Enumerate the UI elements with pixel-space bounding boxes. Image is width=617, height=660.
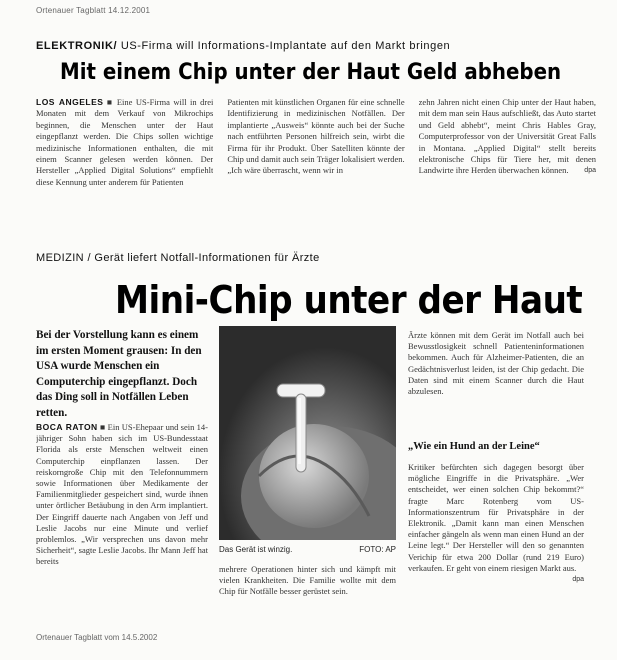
article2-body-column-2: mehrere Operationen hinter sich und kämpft mit vielen Krankheiten. Die Familie wollte mit dem Chip für Notfälle besser gerüstet sein. bbox=[219, 564, 396, 597]
article1-signature: dpa bbox=[584, 167, 596, 175]
article2-subhead: „Wie ein Hund an der Leine“ bbox=[408, 441, 540, 452]
article1-column-2 bbox=[227, 97, 404, 205]
article2-intro: Bei der Vorstellung kann es einem im ersten Moment grausen: In den USA wurde Menschen ein Computerchip eingepflanzt. Doch das Ding soll in Notfällen Leben retten. bbox=[36, 329, 202, 419]
footer-source: Ortenauer Tagblatt vom 14.5.2002 bbox=[36, 633, 158, 642]
article2-signature: dpa bbox=[572, 576, 584, 584]
article1-body bbox=[36, 97, 596, 205]
article2-kicker: MEDIZIN / Gerät liefert Notfall-Informationen für Ärzte bbox=[36, 252, 320, 264]
masthead: Ortenauer Tagblatt 14.12.2001 bbox=[36, 6, 151, 15]
chip-photo bbox=[219, 326, 396, 540]
photo-caption: Das Gerät ist winzig. bbox=[219, 545, 293, 554]
article1-col3-text: zehn Jahren nicht einen Chip unter der Haut haben, mit dem man sein Haus aufschließt, das Auto startet und Geld abhebt“, meint Chris Hables Gray, Computerprofessor von der Universität Great Falls in Montana. „Applied Digital“ stellt bereits elektronische Chips für Tiere her, mit denen Landwirte ihre Herden überwachen können. bbox=[418, 97, 596, 176]
article1-kicker bbox=[36, 40, 450, 52]
article2-col3b-text: Kritiker befürchten sich dagegen besorgt über mögliche Eingriffe in die Privatsphäre. „Wer entscheidet, wer einen solchen Chip bekommt?“ fragte Marc Rotenberg vom US-Informationszentrum für Privatsphäre in der Elektronik. „Damit kann man einen Menschen einfacher gängeln als wenn man einen Hund an der Leine legt.“ Der Hersteller will den so genannten Verichip für etwa 200 Dollar (rund 219 Euro) verkaufen. Er geht von einem riesigen Markt aus. bbox=[408, 462, 584, 573]
photo-caption-row bbox=[219, 545, 396, 554]
article2-body-column-3: Ärzte können mit dem Gerät im Notfall auch bei Bewusstlosigkeit schnell Patienteninformationen bekommen. Auch für Alzheimer-Patienten, die an Gedächtnisverlust leiden, ist der Chip gedacht. Die Daten sind mit einem Scanner durch die Haut abzulesen. bbox=[408, 330, 584, 397]
article2-headline: Mini-Chip unter der Haut bbox=[115, 278, 583, 322]
article2-dateline: BOCA RATON bbox=[36, 422, 98, 432]
article2-body-column-3-continued bbox=[408, 462, 584, 624]
article2-body-column-1: BOCA RATON ■ Ein US-Ehepaar und sein 14-jähriger Sohn haben sich im US-Bundesstaat Florida als erste Menschen weltweit einen Computerchip einpflanzen lassen. Der reiskorngroße Chip mit den Telefonnummern sowie Informationen über Medikamente der Familienmitglieder gespeichert sind, wurde ihnen unter örtlicher Betäubung in den Arm implantiert. Der Eingriff dauerte nach Angaben von Jeff und Leslie Jacobs nur eine Minute und verlief problemlos. „Wir versprechen uns davon mehr Sicherheit“, sagte Leslie Jacobs. Ihr Mann Jeff hat bereits bbox=[36, 422, 208, 567]
article1-col1-text: Eine US-Firma will in drei Monaten mit dem Verkauf von Mikrochips beginnen, die Menschen unter der Haut eingepflanzt werden. Die Chips sollen wichtige medizinische Informationen enthalten, die mit einem Scanner gelesen werden können. Der Hersteller „Applied Digital Solutions“ empfiehlt diese Kennung unter anderem für Patienten bbox=[36, 97, 214, 187]
article1-column-3 bbox=[419, 97, 596, 205]
article1-headline: Mit einem Chip unter der Haut Geld abheben bbox=[60, 60, 562, 85]
photo-credit: FOTO: AP bbox=[359, 545, 396, 554]
article1-rubric: ELEKTRONIK/ bbox=[36, 40, 118, 52]
article1-kicker-text: US-Firma will Informations-Implantate auf den Markt bringen bbox=[120, 40, 451, 52]
chip-photo-image bbox=[219, 326, 396, 540]
article1-column-1: LOS ANGELES ■ Eine US-Firma will in drei Monaten mit dem Verkauf von Mikrochips beginnen, die Menschen unter der Haut eingepflanzt werden. Die Chips sollen wichtige medizinische Informationen enthalten, die mit einem Scanner gelesen werden können. Der Hersteller „Applied Digital Solutions“ empfiehlt diese Kennung unter anderem für Patienten bbox=[36, 97, 214, 187]
article1-dateline: LOS ANGELES bbox=[36, 97, 104, 107]
article2-body-text: Ein US-Ehepaar und sein 14-jähriger Sohn haben sich im US-Bundesstaat Florida als erste Menschen weltweit einen Computerchip einpflanzen lassen. Der reiskorngroße Chip mit den Telefonnummern sowie Informationen über Medikamente der Familienmitglieder gespeichert sind, wurde ihnen unter örtlicher Betäubung in den Arm implantiert. Der Eingriff dauerte nach Angaben von Jeff und Leslie Jacobs nur eine Minute und verlief problemlos. „Wir versprechen uns davon mehr Sicherheit“, sagte Leslie Jacobs. Ihr Mann Jeff hat bereits bbox=[36, 422, 208, 567]
article1-col2-text: Patienten mit künstlichen Organen für eine schnelle Identifizierung in medizinischen Notfällen. Der implantierte „Ausweis“ könnte auch bei der Suche nach entführten Personen hilfreich sein, wirbt die Firma für ihr Produkt. Über Satelliten könnte der Chip und damit auch sein Träger lokalisiert werden. „Ich wäre überrascht, wenn wir in bbox=[227, 97, 405, 176]
